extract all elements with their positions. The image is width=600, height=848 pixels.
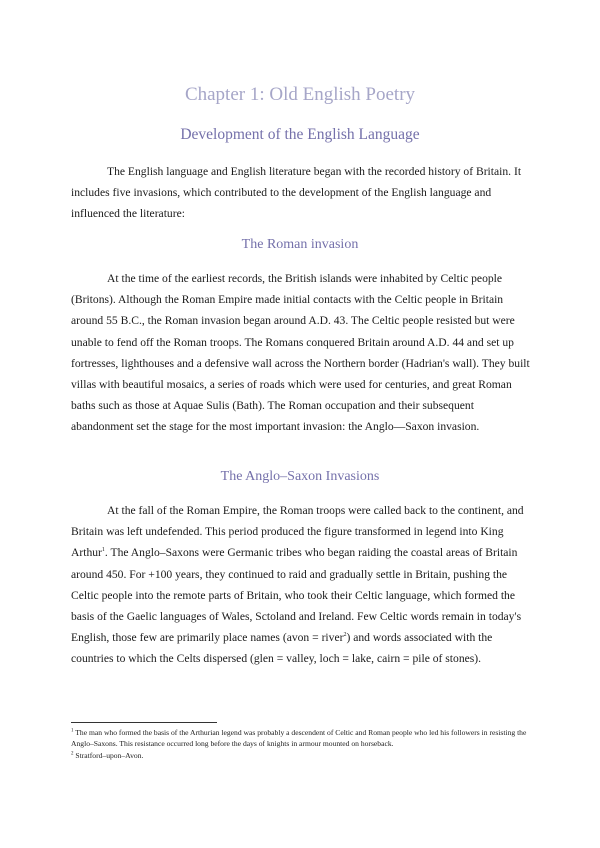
chapter-title: Chapter 1: Old English Poetry xyxy=(184,84,416,105)
roman-invasion-paragraph xyxy=(71,268,530,438)
anglo-saxon-text-2: . The Anglo–Saxons were Germanic tribes who began raiding the coastal areas of Britain around 450. For +100 years, they continued to raid and gradually settle in Britain, pushing the Celtic people into the remote parts of Britain, who took their Celtic language, which formed the basis of the Gaelic languages of Wales, Sctoland and Ireland. Few Celtic words remain in today's English, those few are primarily place names (avon = river xyxy=(71,546,522,645)
roman-invasion-text: At the time of the earliest records, the British islands were inhabited by Celtic people (Britons). Although the Roman Empire made initial contacts with the Celtic people in Britain around 55 B.C., the Roman invasion began around A.D. 43. The Celtic people resisted but were unable to fend off the Roman troops. The Romans conquered Britain around A.D. 44 and set up fortresses, lighthouses and a defensive wall across the Northern border (Hadrian's wall). They built villas with beautiful mosaics, a series of roads which were used for centuries, and great Roman baths such as those at Aquae Sulis (Bath). The Roman occupation and their subsequent abandonment set the stage for the most important invasion: the Anglo—Saxon invasion. xyxy=(71,272,530,434)
footnote-text-1: The man who formed the basis of the Arthurian legend was probably a descendent of Celtic and Roman people who led his followers in resisting the Anglo–Saxons. This resistance occurred long before the days of knights in armour mounted on horseback. xyxy=(71,728,527,749)
intro-paragraph xyxy=(71,161,530,225)
footnote-separator xyxy=(71,722,217,723)
anglo-saxon-text-1: At the fall of the Roman Empire, the Roman troops were called back to the continent, and Britain was left undefended. This period produced the figure transformed in legend into King Arthur xyxy=(71,504,524,560)
intro-paragraph-text: The English language and English literature began with the recorded history of Britain. It includes five invasions, which contributed to the development of the English language and influenced the literature: xyxy=(71,165,522,221)
anglo-saxon-heading: The Anglo–Saxon Invasions xyxy=(220,469,380,484)
footnote-ref-2[interactable]: 2 xyxy=(343,632,347,639)
anglo-saxon-paragraph xyxy=(71,500,530,670)
footnote-ref-1[interactable]: 1 xyxy=(101,547,105,554)
footnote-1 xyxy=(71,727,531,750)
footnote-text-2: Stratford–upon–Avon. xyxy=(75,750,144,760)
footnote-mark-1: 1 xyxy=(71,728,74,734)
footnote-2 xyxy=(71,750,531,761)
section-title: Development of the English Language xyxy=(180,126,420,143)
roman-invasion-heading: The Roman invasion xyxy=(241,237,359,252)
anglo-saxon-text-3: ) and words associated with the countries to which the Celts dispersed (glen = valley, loch = lake, cairn = pile of stones). xyxy=(71,631,493,666)
footnote-mark-2: 2 xyxy=(71,751,74,757)
footnotes xyxy=(71,727,531,761)
